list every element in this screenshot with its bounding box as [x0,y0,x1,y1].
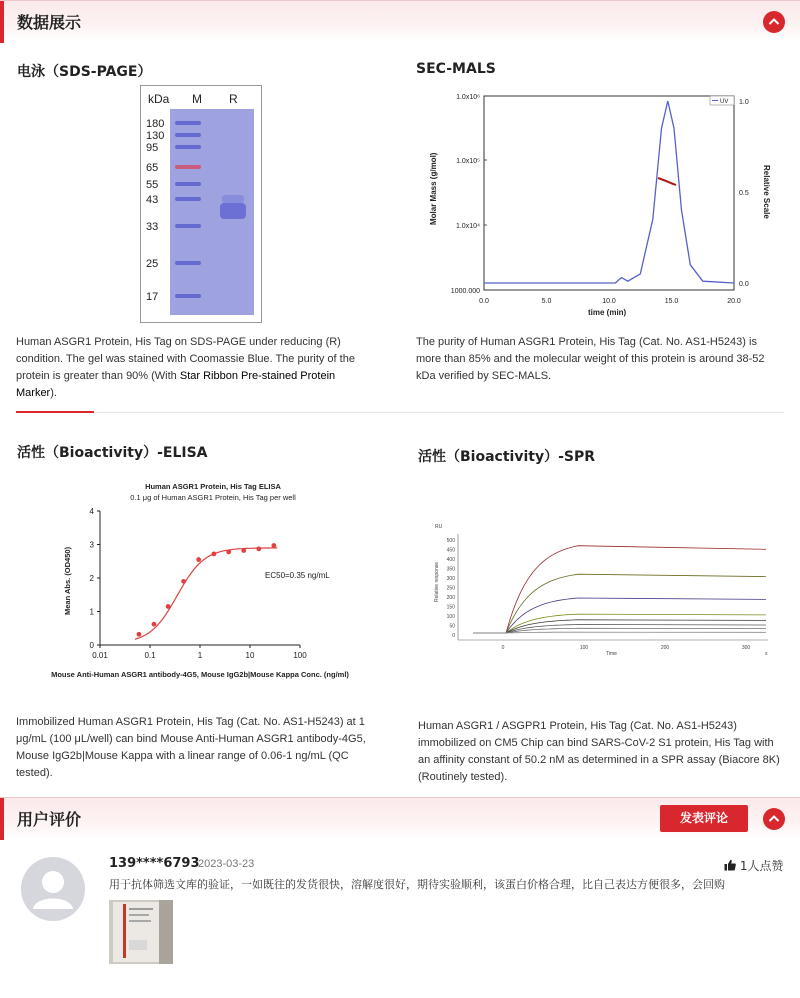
user-silhouette-icon [21,857,85,921]
like-button[interactable] [724,857,783,874]
sec-description: The purity of Human ASGR1 Protein, His Tag (Cat. No. AS1-H5243) is more than 85% and the molecular weight of this protein is around 38-52 kDa verified by SEC-MALS. [416,336,765,382]
sec-chart [420,85,780,325]
elisa-data-point [196,557,201,562]
marker-label-25: 25 [146,258,159,270]
sec-y2tick: 0.0 [739,281,749,288]
marker-label-130: 130 [146,130,165,142]
elisa-xtick: 0.1 [144,651,156,660]
thumbs-up-icon [724,859,736,871]
sec-y2label: Relative Scale [762,165,771,219]
divider-accent [16,411,94,413]
spr-title: 活性（Bioactivity）-SPR [418,449,596,465]
header-accent-bar [0,798,4,840]
elisa-fit-curve [135,548,277,639]
spr-ytick: 250 [446,585,455,592]
elisa-xtick: 100 [293,651,307,660]
header-accent-bar [0,1,4,43]
gel-header-m: M [192,92,202,106]
elisa-ytick: 1 [89,607,94,617]
marker-band-43 [175,197,201,201]
elisa-xtick: 0.01 [92,651,108,660]
spr-xtick: 100 [579,645,589,651]
elisa-ytick: 0 [89,641,94,650]
sec-ylabel: Molar Mass (g/mol) [429,152,438,225]
spr-x-unit: s [765,651,768,657]
user-avatar [21,857,85,921]
gel-header-kda: kDa [148,92,170,106]
sec-xtick: 15.0 [664,298,679,305]
spr-ylabel: Relative response [434,561,440,602]
review-text: 用于抗体筛选文库的验证，一如既往的发货很快，溶解度很好，期待实验顺利，该蛋白价格合理，比自己表达方便很多，会回购 [109,878,725,891]
spr-curve [473,574,766,633]
sec-ytick: 1000.000 [450,288,480,295]
spr-ytick: 200 [446,594,455,601]
spr-ytick: 0 [452,632,455,639]
elisa-ec50: EC50=0.35 ng/mL [265,571,330,580]
spr-xtick: 300 [741,645,751,651]
elisa-ytick: 4 [89,507,94,516]
elisa-data-point [212,551,217,556]
elisa-data-point [137,632,142,637]
elisa-ytick: 2 [89,574,94,583]
gel-header-r: R [229,92,238,106]
elisa-chart-subtitle: 0.1 μg of Human ASGR1 Protein, His Tag per well [130,493,296,502]
sec-xtick: 10.0 [602,298,616,305]
spr-curve [473,632,766,633]
spr-description: Human ASGR1 / ASGPR1 Protein, His Tag (Cat. No. AS1-H5243) immobilized on CM5 Chip can bind SARS-CoV-2 S1 protein, His Tag with an affinity constant of 50.2 nM as determined in a SPR assay (Biacore 8K) (Routinely tested). [418,720,780,783]
elisa-xtick: 1 [197,651,203,660]
elisa-xlabel: Mouse Anti-Human ASGR1 antibody-4G5, Mouse IgG2b|Mouse Kappa Conc. (ng/ml) [51,670,349,679]
sds-title: 电泳（SDS-PAGE） [17,64,152,80]
section-title: 数据展示 [17,13,82,32]
review-user: 139****6793 [109,856,200,871]
sec-y2tick: 1.0 [739,99,749,106]
data-section-header [0,0,800,42]
marker-label-55: 55 [146,179,159,191]
elisa-ylabel: Mean Abs. (OD450) [63,546,72,615]
chevron-up-icon [768,814,780,823]
elisa-chart-title: Human ASGR1 Protein, His Tag ELISA [145,482,281,491]
elisa-data-point [241,548,246,553]
elisa-xtick: 10 [245,651,255,660]
elisa-data-point [271,543,276,548]
sample-band-upper [222,195,244,203]
marker-label-65: 65 [146,162,159,174]
marker-band-55 [175,182,201,186]
sec-title: SEC-MALS [416,61,496,77]
sec-xlabel: time (min) [588,308,627,317]
sample-band [220,203,246,219]
sec-y2tick: 0.5 [739,190,749,197]
elisa-chart [30,475,380,685]
marker-label-180: 180 [146,118,165,130]
spr-ytick: 350 [446,566,455,573]
spr-xtick: 0 [501,645,505,651]
sec-ytick: 1.0x10⁵ [456,158,480,165]
elisa-data-point [256,546,261,551]
spr-ytick: 100 [446,613,455,620]
spr-ytick: 150 [446,604,455,611]
marker-band-65 [175,165,201,169]
spr-ytick: 50 [449,623,455,630]
sec-uv-trace [484,101,734,283]
chevron-up-icon [768,17,780,26]
marker-label-17: 17 [146,291,159,303]
marker-band-180 [175,121,201,125]
sec-plot-frame [484,96,734,290]
sec-xtick: 20.0 [727,298,741,305]
spr-ytick: 450 [446,547,455,554]
sec-ytick: 1.0x10⁶ [456,94,480,101]
spr-ytick: 300 [446,575,455,582]
marker-band-17 [175,294,201,298]
section-divider [16,412,784,413]
marker-label-95: 95 [146,142,159,154]
like-count: 1人点赞 [739,859,784,873]
sds-description: Human ASGR1 Protein, His Tag on SDS-PAGE under reducing (R) condition. The gel was stained with Coomassie Blue. The purity of the protein is greater than 90% (With Star Ribbon Pre-stained Protein Marker). [16,336,355,399]
sec-legend-label: UV [720,99,729,105]
sec-molar-mass-trace [658,178,676,185]
spr-ytick: 400 [446,556,455,563]
marker-link[interactable]: Star Ribbon Pre-stained Protein Marker [16,370,336,399]
spr-xtick: 200 [660,645,670,651]
sds-gel-figure [140,85,262,323]
collapse-reviews-button[interactable] [763,808,785,830]
spr-chart [428,520,778,660]
elisa-description: Immobilized Human ASGR1 Protein, His Tag (Cat. No. AS1-H5243) at 1 μg/mL (100 μL/well) can bind Mouse Anti-Human ASGR1 antibody-4G5, Mouse IgG2b|Mouse Kappa with a linear range of 0.06-1 ng/mL (QC tested). [16,716,366,779]
collapse-data-button[interactable] [763,11,785,33]
marker-label-33: 33 [146,221,159,233]
spr-ytick: 500 [446,537,455,544]
elisa-data-point [181,579,186,584]
spr-xlabel: Time [606,651,617,657]
elisa-title: 活性（Bioactivity）-ELISA [17,445,208,461]
elisa-data-point [226,549,231,554]
sec-xtick: 5.0 [541,298,552,305]
review-date: 2023-03-23 [198,858,255,870]
reviews-title: 用户评价 [17,810,82,829]
marker-band-95 [175,145,201,149]
elisa-data-point [166,604,171,609]
sds-gel-image [140,85,262,323]
post-review-button[interactable]: 发表评论 [660,805,748,832]
marker-label-43: 43 [146,194,159,206]
review-photo[interactable] [109,900,173,964]
elisa-data-point [152,622,157,627]
marker-band-33 [175,224,201,228]
marker-band-130 [175,133,201,137]
elisa-ytick: 3 [89,540,94,550]
spr-unit: RU [435,524,443,530]
review-photo-image [109,900,173,964]
sec-xtick: 0.0 [479,298,489,305]
marker-band-25 [175,261,201,265]
sec-ytick: 1.0x10⁴ [455,223,480,230]
